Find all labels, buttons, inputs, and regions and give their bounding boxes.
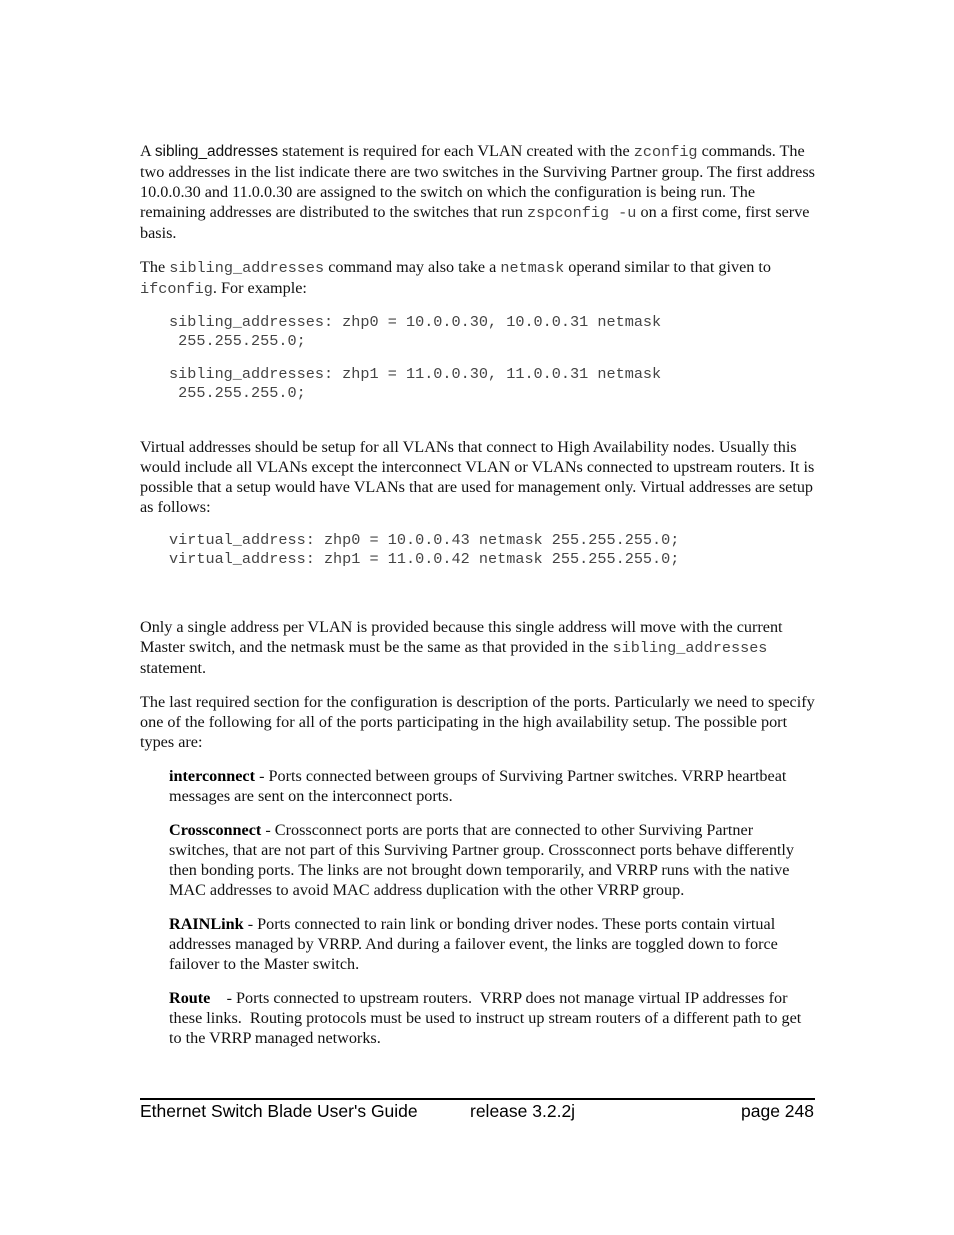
- paragraph-virtual-addresses: Virtual addresses should be setup for all VLANs that connect to High Availability nodes. Usually this would include all VLANs except the interconnect VLAN or VLANs connected to upstream routers. It is possible that a setup would have VLANs that are used for management only. Virtual addresses are setup as follows:: [140, 438, 815, 516]
- page-footer: [140, 1101, 815, 1123]
- command-ifconfig: ifconfig: [140, 280, 213, 298]
- port-type-rainlink: [169, 914, 816, 974]
- port-type-name: Crossconnect: [169, 821, 262, 839]
- paragraph-netmask: The sibling_addresses command may also take a netmask operand similar to that given to ifconfig. For example:: [140, 258, 771, 298]
- footer-release: release 3.2.2j: [470, 1101, 576, 1121]
- command-zspconfig: zspconfig -u: [527, 204, 637, 222]
- port-type-route: [169, 988, 816, 1048]
- command-netmask: netmask: [500, 259, 565, 277]
- document-body: [140, 141, 816, 1062]
- port-type-desc: - Crossconnect ports are ports that are connected to other Surviving Partner switches, that are not part of this Surviving Partner group. Crossconnect ports behave differently then bonding ports. The links are not brought down temporarily, and VRRP runs with the native MAC addresses to avoid MAC address duplication with the other VRRP group.: [169, 821, 795, 899]
- command-sibling-addresses: sibling_addresses: [612, 639, 768, 657]
- paragraph-port-types-intro: The last required section for the configuration is description of the ports. Particularly we need to specify one of the following for all of the ports participating in the high availability setup. The possible port types are:: [140, 693, 815, 751]
- code-example-virtual-address: virtual_address: zhp0 = 10.0.0.43 netmask 255.255.255.0; virtual_address: zhp1 = 11.0.0.42 netmask 255.255.255.0;: [169, 531, 680, 568]
- command-sibling-addresses: sibling_addresses: [169, 259, 325, 277]
- code-example-zhp0: sibling_addresses: zhp0 = 10.0.0.30, 10.0.0.31 netmask 255.255.255.0;: [169, 313, 662, 350]
- footer-guide-title: Ethernet Switch Blade User's Guide: [140, 1101, 418, 1121]
- paragraph-sibling-addresses: A sibling_addresses statement is required for each VLAN created with the zconfig commands. The two addresses in the list indicate there are two switches in the Surviving Partner group. The first address 10.0.0.30 and 11.0.0.30 are assigned to the switch on which the configuration is being run. The remaining addresses are distributed to the switches that run zspconfig -u on a first come, first serve basis.: [140, 142, 815, 242]
- port-type-crossconnect: [169, 820, 816, 900]
- code-example-zhp1: sibling_addresses: zhp1 = 11.0.0.30, 11.0.0.31 netmask 255.255.255.0;: [169, 365, 662, 402]
- port-type-name: interconnect: [169, 767, 256, 785]
- port-type-interconnect: [169, 766, 816, 806]
- port-type-desc: - Ports connected to upstream routers. VRRP does not manage virtual IP addresses for these links. Routing protocols must be used to instruct up stream routers of a different path to get to the VRRP managed networks.: [169, 989, 806, 1047]
- term-sibling-addresses: sibling_addresses: [154, 143, 279, 160]
- paragraph-single-address: Only a single address per VLAN is provided because this single address will move with the current Master switch, and the netmask must be the same as that provided in the sibling_addresses statement.: [140, 618, 783, 677]
- port-type-name: RAINLink: [169, 915, 244, 933]
- command-zconfig: zconfig: [633, 143, 698, 161]
- footer-page-number: page 248: [741, 1101, 814, 1121]
- footer-divider: [140, 1098, 815, 1100]
- port-type-desc: - Ports connected between groups of Surviving Partner switches. VRRP heartbeat messages are sent on the interconnect ports.: [169, 767, 787, 805]
- port-type-name: Route: [169, 989, 211, 1007]
- port-type-desc: - Ports connected to rain link or bonding driver nodes. These ports contain virtual addresses managed by VRRP. And during a failover event, the links are toggled down to force failover to the Master switch.: [169, 915, 778, 973]
